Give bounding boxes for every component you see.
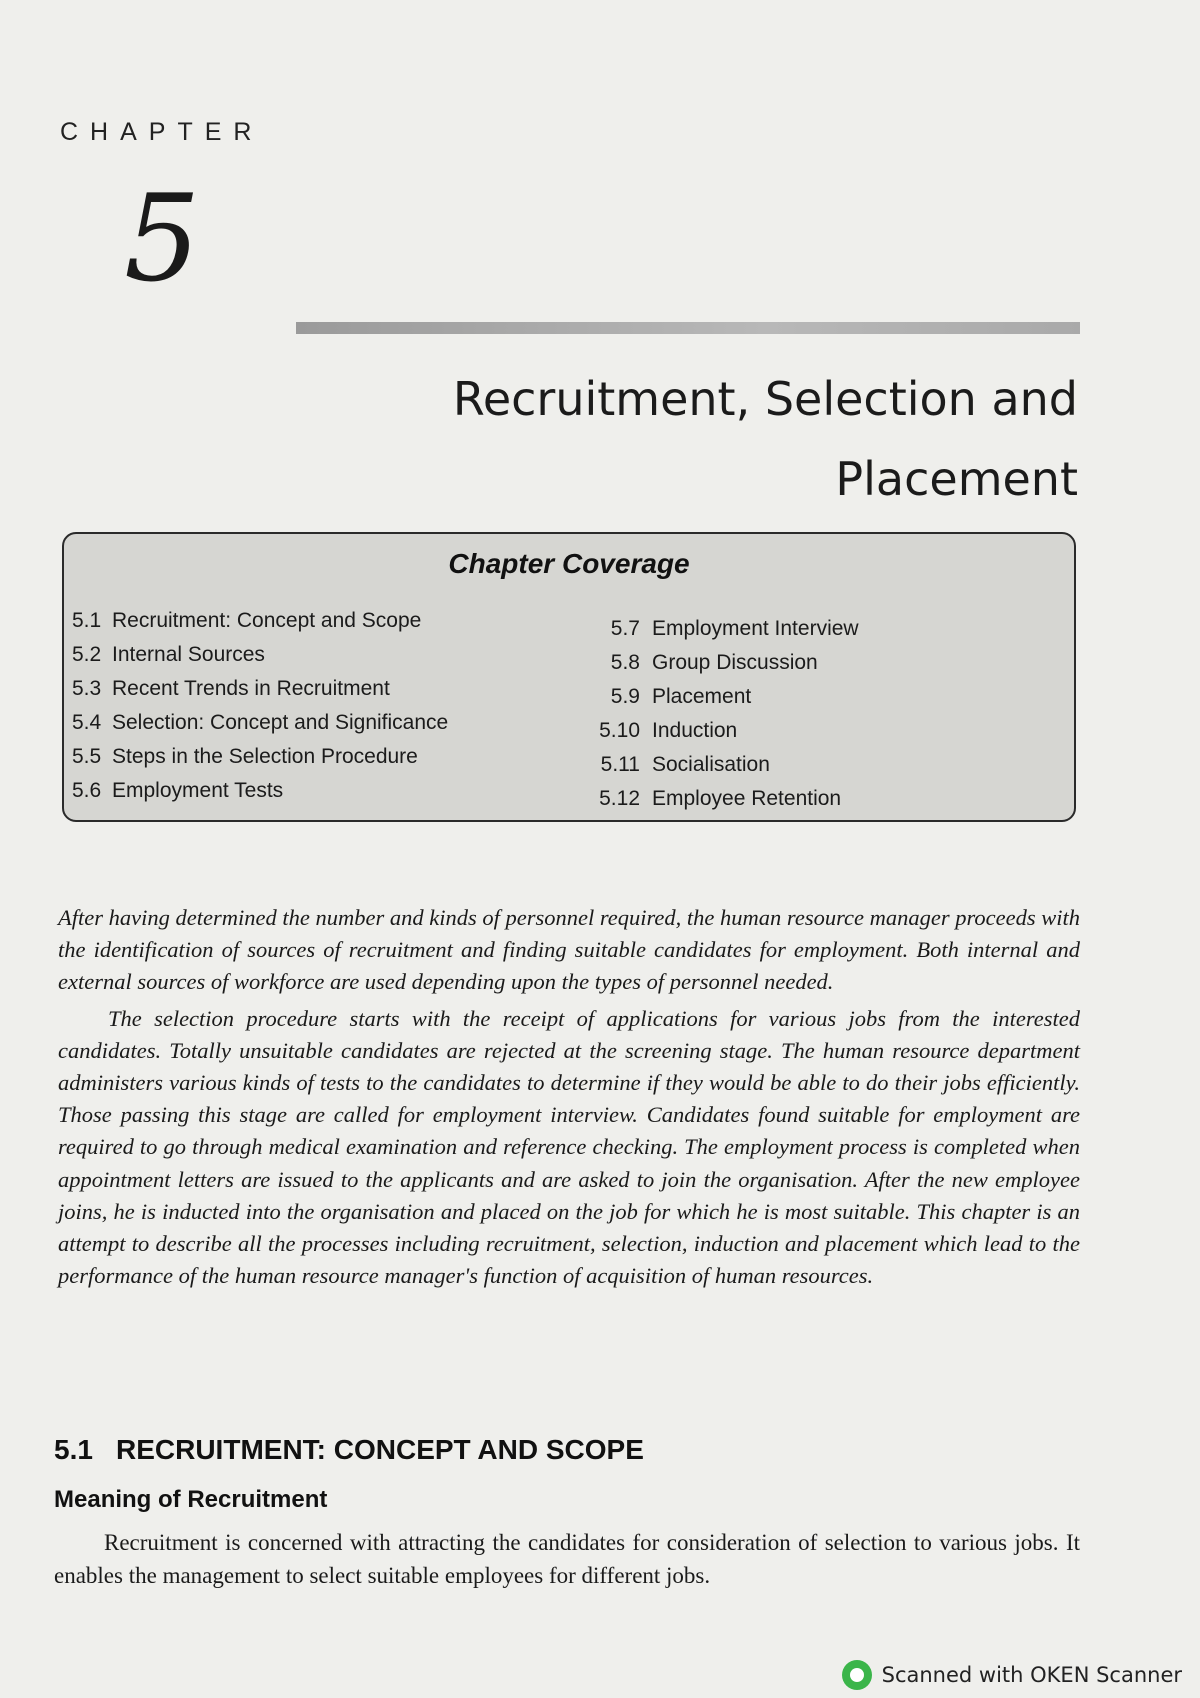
intro-paragraph-2: The selection procedure starts with the receipt of applications for various jobs from the interested candidates. Totally unsuitable candidates are rejected at the screening stage. The human resource department administers various kinds of tests to the candidates to determine if they would be able to do their jobs efficiently. Those passing this stage are called for employment interview. Candidates found suitable for employment are required to go through medical examination and reference checking. The employment process is completed when appointment letters are issued to the applicants and are asked to join the organisation. After the new employee joins, he is inducted into the organisation and placed on the job for which he is most suitable. This chapter is an attempt to describe all the processes including recruitment, selection, induction and placement which lead to the performance of the human resource manager's function of acquisition of human resources.: [58, 1005, 1080, 1289]
coverage-title: Chapter Coverage: [448, 548, 690, 579]
coverage-item: [72, 604, 448, 638]
chapter-label: CHAPTER: [60, 118, 264, 146]
section-number: 5.1: [54, 1434, 93, 1465]
sub-heading: Meaning of Recruitment: [54, 1486, 328, 1513]
coverage-item-number: 5.2: [72, 643, 102, 666]
coverage-item: [72, 672, 448, 706]
watermark-text: Scanned with OKEN Scanner: [881, 1663, 1182, 1687]
intro-text: [58, 902, 1080, 1292]
coverage-item-number: 5.7: [610, 617, 640, 640]
coverage-item-text: Selection: Concept and Significance: [112, 711, 449, 734]
chapter-title-line-2: Placement: [835, 452, 1078, 506]
coverage-item-number: 5.10: [599, 719, 640, 742]
coverage-item-number: 5.6: [72, 779, 102, 802]
coverage-item-text: Socialisation: [652, 753, 770, 776]
coverage-item: [584, 714, 859, 748]
coverage-item-number: 5.11: [600, 753, 640, 776]
coverage-list-right: [584, 612, 859, 816]
coverage-item-number: 5.3: [72, 677, 102, 700]
coverage-item-text: Placement: [652, 685, 752, 708]
coverage-item-text: Recent Trends in Recruitment: [112, 677, 390, 700]
scanner-watermark: [842, 1660, 1182, 1690]
coverage-item-text: Recruitment: Concept and Scope: [112, 609, 422, 632]
coverage-item-text: Employment Interview: [652, 617, 859, 640]
coverage-item-text: Employee Retention: [652, 787, 842, 810]
coverage-item-number: 5.12: [599, 787, 640, 810]
coverage-item: [584, 782, 859, 816]
title-rule: [296, 322, 1080, 334]
coverage-item-text: Internal Sources: [112, 643, 265, 666]
section-title: RECRUITMENT: CONCEPT AND SCOPE: [116, 1434, 644, 1465]
coverage-item: [72, 774, 448, 808]
coverage-list-left: [72, 604, 448, 808]
coverage-item-text: Employment Tests: [112, 779, 284, 802]
intro-paragraph-1: After having determined the number and kinds of personnel required, the human resource manager proceeds with the identification of sources of recruitment and finding suitable candidates for employment. Both internal and external sources of workforce are used depending upon the types of personnel needed.: [58, 905, 1080, 995]
chapter-number: 5: [124, 170, 201, 309]
coverage-item-number: 5.8: [610, 651, 640, 674]
chapter-coverage-box: [62, 532, 1076, 822]
coverage-item: [584, 612, 859, 646]
coverage-item-text: Induction: [652, 719, 738, 742]
section-heading: [54, 1434, 644, 1466]
chapter-title-line-1: Recruitment, Selection and: [452, 372, 1078, 426]
coverage-item-text: Steps in the Selection Procedure: [112, 745, 418, 768]
coverage-item: [72, 740, 448, 774]
scanner-logo-icon: [842, 1660, 872, 1690]
coverage-item: [584, 680, 859, 714]
section-paragraph: Recruitment is concerned with attracting the candidates for consideration of selection to various jobs. It enables the management to select suitable employees for different jobs.: [54, 1530, 1080, 1588]
coverage-item-number: 5.1: [72, 609, 102, 632]
coverage-item-text: Group Discussion: [652, 651, 818, 674]
coverage-item: [72, 706, 448, 740]
coverage-item: [584, 646, 859, 680]
coverage-item-number: 5.5: [72, 745, 102, 768]
coverage-item-number: 5.9: [610, 685, 640, 708]
coverage-item: [72, 638, 448, 672]
coverage-item-number: 5.4: [72, 711, 102, 734]
coverage-item: [584, 748, 859, 782]
